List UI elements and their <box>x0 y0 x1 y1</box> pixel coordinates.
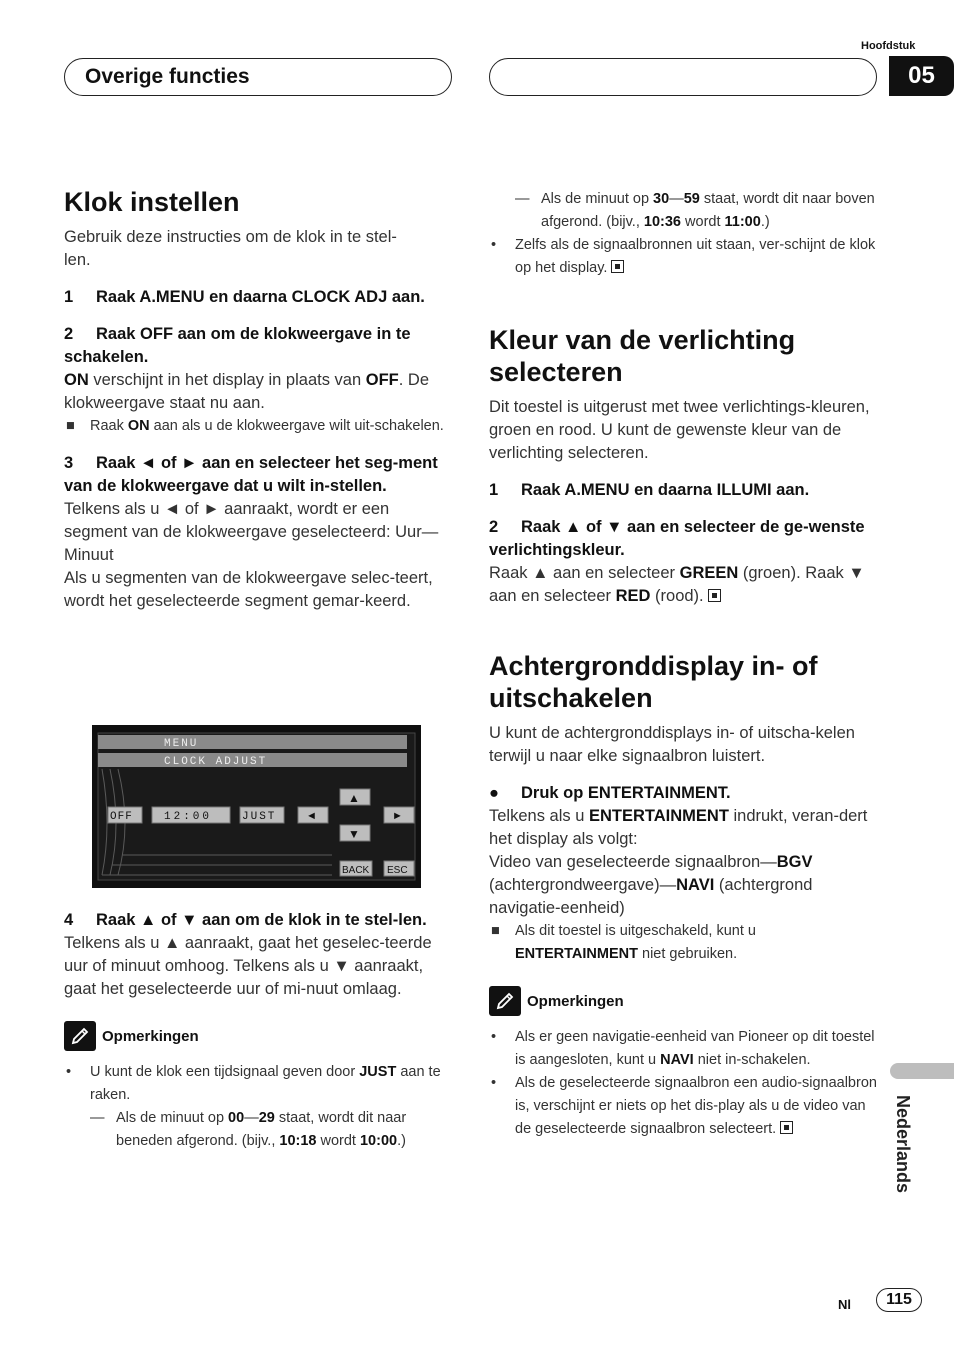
back-label: BACK <box>342 865 370 876</box>
notes-left-bullet-1: • U kunt de klok een tijdsignaal geven door JUST aan te raken. <box>66 1064 441 1103</box>
notes-right-bullet-1: • Als er geen navigatie-eenheid van Pioneer op dit toestel is aangesloten, kunt u NAVI niet in-schakelen. <box>491 1029 875 1068</box>
left-column-bottom <box>64 909 452 1153</box>
klok-step-4-body: Telkens als u ▲ aanraakt, gaat het geselec-teerde uur of minuut omhoog. Telkens als u ▼ aanraakt, gaat het geselecteerde uur of mi-nuut omlaag. <box>64 934 432 998</box>
klok-step-4: 4 Raak ▲ of ▼ aan om de klok in te stel-len. <box>64 911 427 929</box>
achter-intro: U kunt de achtergronddisplays in- of uitscha-kelen terwijl u naar elke signaalbron luistert. <box>489 724 855 765</box>
left-arrow-icon: ◄ <box>306 810 317 822</box>
achter-body: Telkens als u ENTERTAINMENT indrukt, veran-dert het display als volgt: Video van geselecteerde signaalbron—BGV (achtergrondweergave)—NAVI (achtergrond navigatie-eenheid) <box>489 807 868 917</box>
chapter-number: 05 <box>889 56 954 96</box>
left-column <box>64 186 452 613</box>
clock-adjust-graphic <box>92 725 421 888</box>
pencil-icon <box>489 986 521 1016</box>
up-arrow-icon: ▲ <box>348 791 360 805</box>
pencil-icon <box>64 1021 96 1051</box>
klok-step-1: 1 Raak A.MENU en daarna CLOCK ADJ aan. <box>64 288 425 306</box>
header-blank-pill <box>489 58 877 96</box>
menu-bar <box>98 735 407 749</box>
language-label: Nederlands <box>893 1095 913 1194</box>
achter-note: ■ Als dit toestel is uitgeschakeld, kunt u ENTERTAINMENT niet gebruiken. <box>491 923 756 962</box>
notes-heading-left: Opmerkingen <box>64 1021 452 1051</box>
notes-right-bullet-3: • Als de geselecteerde signaalbron een audio-signaalbron is, verschijnt er niets op het dis-play als u de video van de geselecteerde signaalbron selecteert. <box>491 1075 877 1137</box>
page-number: 115 <box>876 1288 922 1312</box>
kleur-step-2: 2 Raak ▲ of ▼ aan en selecteer de ge-wenste verlichtingskleur. <box>489 518 865 559</box>
right-arrow-icon: ► <box>392 810 403 822</box>
menu-label: MENU <box>164 738 199 750</box>
heading-achtergronddisplay: Achtergronddisplay in- of uitschakelen <box>489 651 818 713</box>
section-header <box>64 58 452 96</box>
end-mark-icon <box>708 589 721 602</box>
notes-right-bullet-2: • Zelfs als de signaalbronnen uit staan, ver-schijnt de klok op het display. <box>491 237 876 276</box>
right-column <box>489 188 877 1141</box>
just-label: JUST <box>242 811 277 823</box>
esc-label: ESC <box>387 865 408 876</box>
kleur-intro: Dit toestel is uitgerust met twee verlichtings-kleuren, groen en rood. U kunt de gewenste kleur van de verlichting selecteren. <box>489 398 870 462</box>
klok-step-3-body-1: Telkens als u ◄ of ► aanraakt, wordt er een segment van de klokweergave geselecteerd: Uur—Minuut <box>64 500 439 564</box>
language-code: Nl <box>838 1297 851 1312</box>
end-mark-icon <box>780 1121 793 1134</box>
klok-step-3: 3 Raak ◄ of ► aan en selecteer het seg-ment van de klokweergave dat u wilt in-stellen. <box>64 454 438 495</box>
language-tab <box>890 1063 954 1079</box>
notes-right-dash-2: — Als de minuut op 30—59 staat, wordt dit naar boven afgerond. (bijv., 10:36 wordt 11:00.) <box>515 191 875 230</box>
notes-left-dash-1: — Als de minuut op 00—29 staat, wordt dit naar beneden afgerond. (bijv., 10:18 wordt 10:00.) <box>90 1110 407 1149</box>
section-title: Overige functies <box>85 65 250 88</box>
kleur-body: Raak ▲ aan en selecteer GREEN (groen). Raak ▼ aan en selecteer RED (rood). <box>489 564 865 605</box>
down-arrow-icon: ▼ <box>348 827 360 841</box>
clock-adjust-screenshot <box>92 725 421 888</box>
end-mark-icon <box>611 260 624 273</box>
kleur-step-1: 1 Raak A.MENU en daarna ILLUMI aan. <box>489 481 810 499</box>
klok-step-2-note: ■ Raak ON aan als u de klokweergave wilt uit-schakelen. <box>66 418 444 434</box>
heading-kleur-verlichting: Kleur van de verlichting selecteren <box>489 325 796 387</box>
klok-step-3-body-2: Als u segmenten van de klokweergave selec-teert, wordt het geselecteerde segment gemar-keerd. <box>64 569 433 610</box>
notes-heading-right: Opmerkingen <box>489 986 877 1016</box>
klok-step-2-body: ON verschijnt in het display in plaats van OFF. De klokweergave staat nu aan. <box>64 371 429 412</box>
off-label: OFF <box>110 811 133 823</box>
klok-intro: Gebruik deze instructies om de klok in te stel- len. <box>64 228 397 269</box>
clock-adjust-label: CLOCK ADJUST <box>164 756 268 768</box>
achter-step: ● Druk op ENTERTAINMENT. <box>489 784 731 802</box>
chapter-label: Hoofdstuk <box>861 40 916 52</box>
time-label: 12:00 <box>164 811 213 823</box>
heading-klok-instellen: Klok instellen <box>64 187 240 217</box>
klok-step-2: 2 Raak OFF aan om de klokweergave in te schakelen. <box>64 325 411 366</box>
